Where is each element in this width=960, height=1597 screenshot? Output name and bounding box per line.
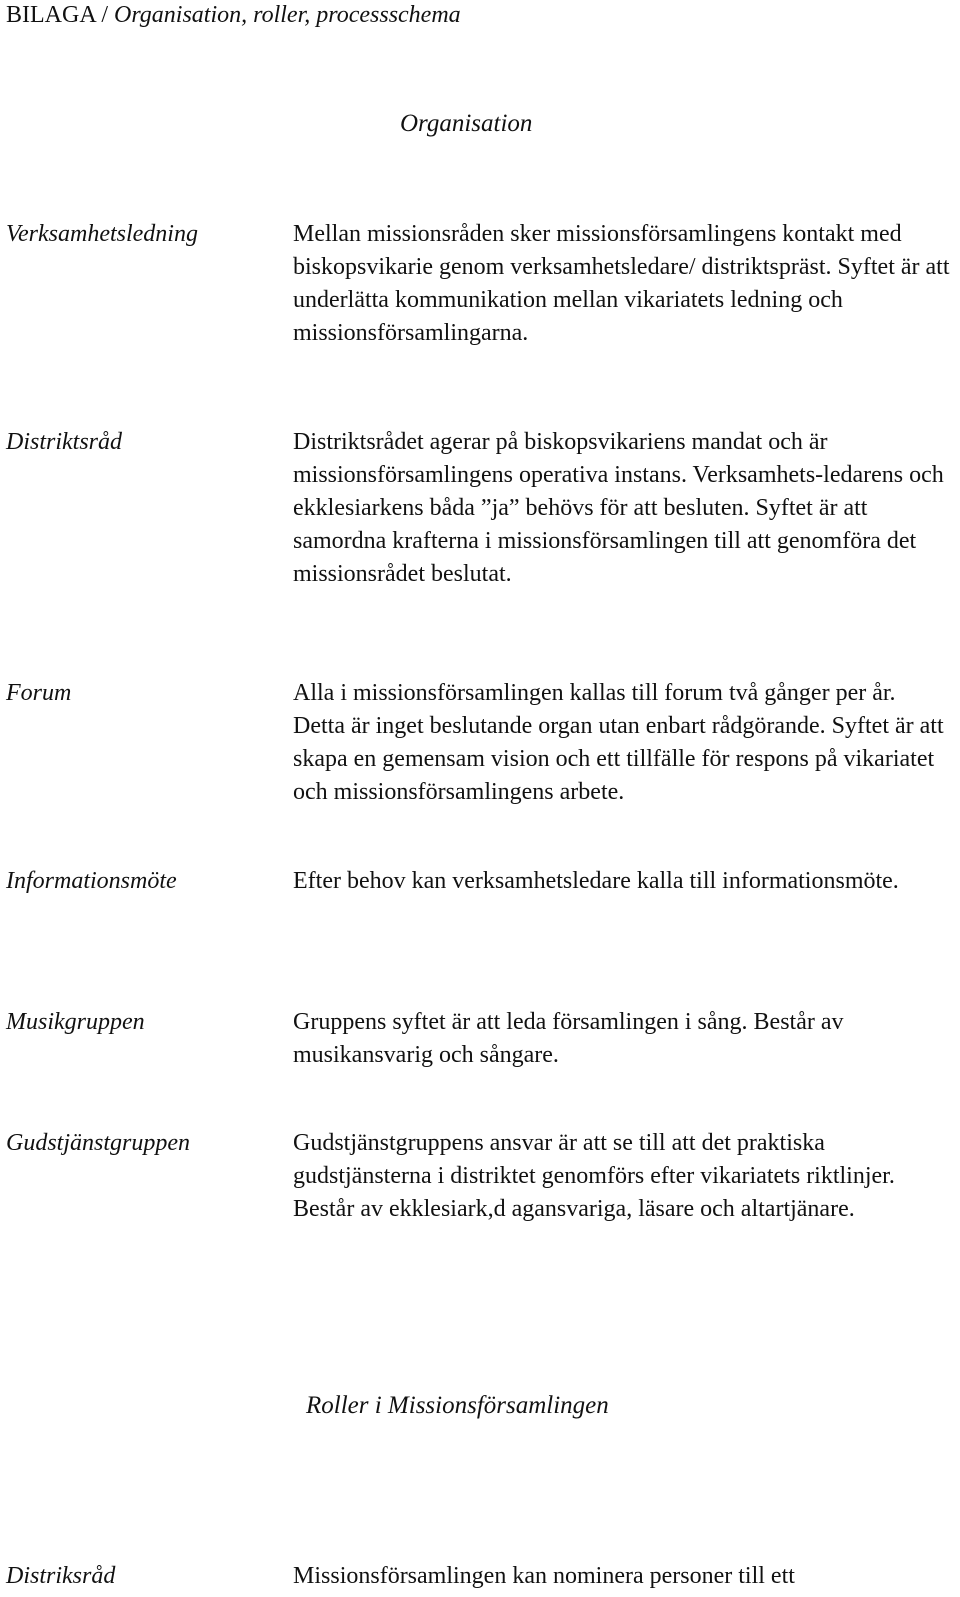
label-forum: Forum	[6, 680, 72, 706]
header-separator: /	[95, 2, 115, 28]
section-title-organisation: Organisation	[400, 110, 533, 137]
label-distriksrad: Distriksråd	[6, 1563, 116, 1589]
label-informationsmote: Informationsmöte	[6, 868, 177, 894]
desc-distriksrad: Missionsförsamlingen kan nominera personer till ett	[293, 1563, 795, 1589]
section-title-roller: Roller i Missionsförsamlingen	[306, 1392, 609, 1419]
label-musikgruppen: Musikgruppen	[6, 1009, 145, 1035]
label-distriktsrad: Distriktsråd	[6, 429, 123, 455]
desc-musikgruppen: Gruppens syftet är att leda församlingen i sång. Består av musikansvarig och sångare.	[293, 1009, 844, 1068]
desc-gudstjanstgruppen: Gudstjänstgruppens ansvar är att se till att det praktiska gudstjänsterna i distriktet genomförs efter vikariatets riktlinjer. Består av ekklesiark,d agansvariga, läsare och altartjänare.	[293, 1130, 895, 1222]
page-header	[6, 0, 461, 30]
header-subtitle: Organisation, roller, processschema	[114, 2, 461, 28]
desc-forum: Alla i missionsförsamlingen kallas till forum två gånger per år. Detta är inget beslutande organ utan enbart rådgörande. Syftet är att skapa en gemensam vision och ett tillfälle för respons på vikariatet och missionsförsamlingens arbete.	[293, 680, 944, 805]
label-gudstjanstgruppen: Gudstjänstgruppen	[6, 1130, 191, 1156]
header-prefix: BILAGA	[6, 2, 96, 28]
desc-distriktsrad: Distriktsrådet agerar på biskopsvikariens mandat och är missionsförsamlingens operativa instans. Verksamhets-ledarens och ekklesiarkens båda ”ja” behövs för att besluten. Syftet är att samordna krafterna i missionsförsamlingen till att genomföra det missionsrådet beslutat.	[293, 429, 944, 587]
desc-informationsmote: Efter behov kan verksamhetsledare kalla till informationsmöte.	[293, 868, 899, 894]
label-verksamhetsledning: Verksamhetsledning	[6, 221, 198, 247]
desc-verksamhetsledning: Mellan missionsråden sker missionsförsamlingens kontakt med biskopsvikarie genom verksamhetsledare/ distriktspräst. Syftet är att underlätta kommunikation mellan vikariatets ledning och missionsförsamlingarna.	[293, 221, 950, 346]
